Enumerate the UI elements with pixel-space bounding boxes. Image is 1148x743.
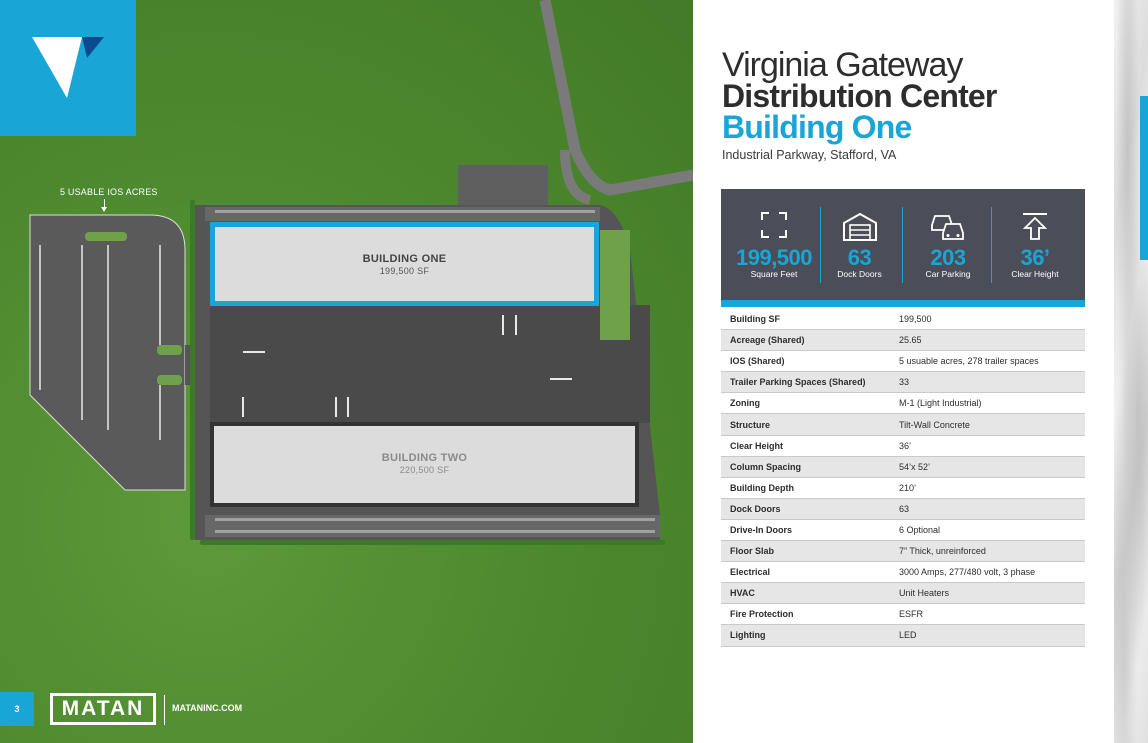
stat-divider (902, 207, 903, 283)
up-arrow-icon (1020, 211, 1050, 241)
table-row (721, 541, 1085, 562)
spec-value: M-1 (Light Industrial) (899, 398, 982, 409)
stat-clear-height (993, 189, 1077, 300)
ios-acres-label: 5 USABLE IOS ACRES (60, 187, 158, 197)
stat-value: 199,500 (735, 245, 813, 270)
v-logo-icon (0, 0, 136, 136)
table-row (721, 393, 1085, 414)
spec-value: Tilt-Wall Concrete (899, 419, 970, 430)
spec-value: 25.65 (899, 335, 922, 346)
specs-table (721, 309, 1085, 647)
spec-value: 6 Optional (899, 524, 941, 535)
east-landscape (600, 230, 630, 340)
spec-value: 199,500 (899, 314, 932, 325)
stats-accent-bar (721, 300, 1085, 307)
spec-value: 210’ (899, 482, 917, 493)
cars-icon (928, 211, 968, 241)
table-row (721, 457, 1085, 478)
footer-divider (164, 695, 165, 725)
stat-divider (991, 207, 992, 283)
table-row (721, 583, 1085, 604)
building-two-name: BUILDING TWO (381, 452, 468, 464)
spec-label: Electrical (730, 567, 771, 578)
spec-label: Lighting (730, 630, 766, 641)
spec-value: Unit Heaters (899, 588, 950, 599)
north-car-parking (205, 207, 600, 221)
table-row (721, 351, 1085, 372)
stat-value: 36’ (1020, 245, 1050, 270)
page-number: 3 (0, 692, 34, 726)
spec-label: Dock Doors (730, 503, 781, 514)
spec-label: Clear Height (730, 440, 784, 451)
title-line-3: Building One (722, 109, 912, 145)
table-row (721, 562, 1085, 583)
building-two-sf: 220,500 SF (399, 465, 450, 475)
spec-value: ESFR (899, 609, 924, 620)
matan-logo: MATAN (50, 693, 156, 725)
stat-value: 63 (847, 245, 872, 270)
spec-value: 63 (899, 503, 910, 514)
table-row (721, 625, 1085, 646)
spec-value: 36’ (899, 440, 912, 451)
stat-label: Square Feet (750, 269, 798, 279)
truck-court (210, 305, 650, 423)
spec-label: Zoning (730, 398, 760, 409)
spec-label: Fire Protection (730, 609, 794, 620)
stat-label: Clear Height (1011, 269, 1059, 279)
table-row (721, 414, 1085, 435)
spec-value: 33 (899, 377, 910, 388)
building-one-sf: 199,500 SF (379, 266, 430, 276)
spec-label: Building SF (730, 314, 780, 325)
stat-square-feet (731, 189, 817, 300)
building-one-label (215, 253, 594, 276)
north-parking-lot (458, 165, 548, 205)
spec-label: IOS (Shared) (730, 356, 785, 367)
building-one-name: BUILDING ONE (362, 253, 447, 265)
title-line-2: Distribution Center (722, 78, 997, 114)
table-row (721, 372, 1085, 393)
down-arrow-icon (104, 199, 105, 209)
spec-label: HVAC (730, 588, 755, 599)
table-row (721, 309, 1085, 330)
spec-value: LED (899, 630, 917, 641)
table-row (721, 520, 1085, 541)
spec-label: Floor Slab (730, 546, 775, 557)
stat-dock-doors (823, 189, 896, 300)
table-row (721, 436, 1085, 457)
table-row (721, 330, 1085, 351)
stat-label: Dock Doors (837, 269, 882, 279)
stat-divider (820, 207, 821, 283)
building-two-label (214, 452, 635, 475)
stat-car-parking (905, 189, 991, 300)
edge-accent-bar (1140, 96, 1148, 260)
spec-label: Building Depth (730, 482, 794, 493)
spec-value: 7” Thick, unreinforced (899, 546, 986, 557)
key-stats-panel (721, 189, 1085, 300)
spec-value: 54’x 52’ (899, 461, 931, 472)
address: Industrial Parkway, Stafford, VA (722, 148, 897, 162)
expand-corners-icon (760, 211, 788, 239)
table-row (721, 604, 1085, 625)
garage-door-icon (842, 211, 878, 241)
title-line-1: Virginia Gateway (722, 46, 963, 84)
spec-value: 5 usuable acres, 278 trailer spaces (899, 356, 1039, 367)
spec-label: Acreage (Shared) (730, 335, 805, 346)
spec-label: Column Spacing (730, 461, 802, 472)
spec-label: Drive-In Doors (730, 524, 793, 535)
website-link[interactable]: MATANINC.COM (172, 703, 243, 713)
spec-value: 3000 Amps, 277/480 volt, 3 phase (899, 567, 1036, 578)
stat-value: 203 (930, 245, 966, 270)
spec-label: Trailer Parking Spaces (Shared) (730, 377, 866, 388)
table-row (721, 499, 1085, 520)
table-row (721, 478, 1085, 499)
stat-label: Car Parking (925, 269, 971, 279)
spec-label: Structure (730, 419, 771, 430)
